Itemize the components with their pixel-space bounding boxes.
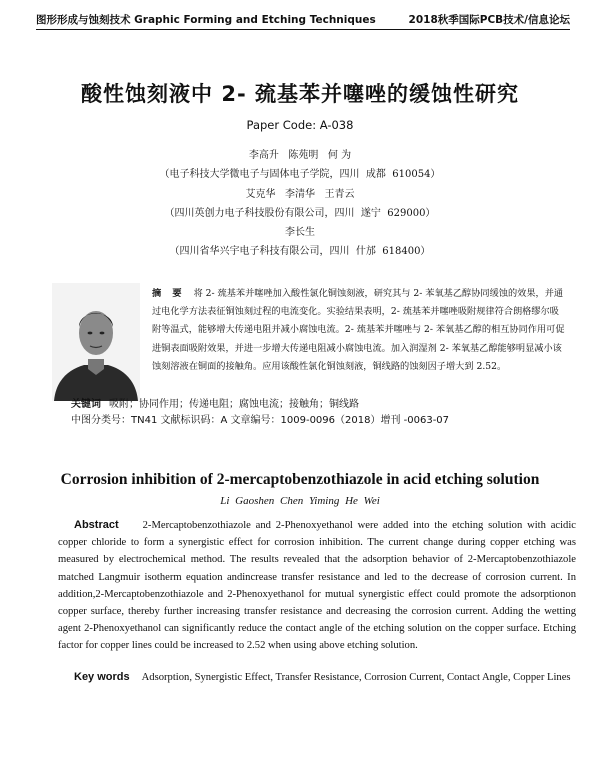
header-rule [36,29,570,30]
abstract-en [58,517,576,655]
paper-title-en: Corrosion inhibition of 2-mercaptobenzothiazole in acid etching solution [60,471,540,488]
author-names-2: 艾克华 李清华 王青云 [245,189,355,200]
running-header [36,10,570,28]
keywords-cn-label: 关键词 [71,399,101,410]
authors-en: Li Gaoshen Chen Yiming He Wei [220,495,380,507]
author-affiliation-1: （电子科技大学微电子与固体电子学院，四川 成都 610054） [159,169,441,180]
author-names-3: 李长生 [285,227,315,238]
classification-line: 中图分类号：TN41 文献标识码：A 文章编号：1009-0096（2018）增刊 -0063-07 [71,415,450,426]
abstract-en-text: 2-Mercaptobenzothiazole and 2-Phenoxyethanol were added into the etching solution with acidic copper chloride to form a synergistic effect for corrosion inhibition. The current change during copper etching was measured by electrochemical method. The results revealed that the adsorption behavior of 2-Mercaptobenzothiazole matched Langmuir isotherm equation andincrease transfer resistance and led to the decrease of corrosion current. In addition,2-Mercaptobenzothiazole and 2-Phenoxyethanol for mutual synergistic effect could promote the adsorptionon copper surface, thereby further increasing transfer resistance and decreasing the corrosion current. Adding the wetting agent 2-Phenoxyethanol can significantly reduce the contact angle of the etching solution on the copper surface. Etching factor for copper lines could be increased to 2.52 when using above etching solution. [58,520,576,652]
header-section-title: 图形形成与蚀刻技术 Graphic Forming and Etching Techniques [36,13,376,26]
author-photo [52,283,140,401]
paper-code: Paper Code: A-038 [246,118,354,132]
keywords-cn-text: 吸附；协同作用；传递电阻；腐蚀电流；接触角；铜线路 [109,399,359,410]
author-names-1: 李高升 陈苑明 何 为 [248,150,352,161]
paper-title-cn: 酸性蚀刻液中 2- 巯基苯并噻唑的缓蚀性研究 [81,82,519,106]
author-affiliation-3: （四川省华兴宇电子科技有限公司，四川 什邡 618400） [169,246,431,257]
keywords-en [58,669,576,686]
abstract-cn-label: 摘 要 [152,288,186,299]
header-forum-name: 2018秋季国际PCB技术/信息论坛 [408,13,570,26]
abstract-en-label: Abstract [74,519,119,531]
abstract-cn-text: 将 2- 巯基苯并噻唑加入酸性氯化铜蚀刻液，研究其与 2- 苯氧基乙醇协同缓蚀的效果，并通过电化学方法表征铜蚀刻过程的电流变化。实验结果表明，2- 巯基苯并噻唑吸附规律符合朗格缪尔吸附等温式，能够增大传递电阻并减小腐蚀电流。2- 巯基苯并噻唑与 2- 苯氧基乙醇的相互协同作用可促进铜表面吸附效果，并进一步增大传递电阻减小腐蚀电流。加入润湿剂 2- 苯氧基乙醇能够明显减小该蚀刻溶液在铜面的接触角。应用该酸性氯化铜蚀刻液，铜线路的蚀刻因子增大到 2.52。 [152,288,565,372]
keywords-en-label: Key words [74,671,130,683]
keywords-en-text: Adsorption, Synergistic Effect, Transfer Resistance, Corrosion Current, Contact Angle, Copper Lines [141,672,571,683]
author-affiliation-2: （四川英创力电子科技股份有限公司，四川 遂宁 629000） [164,208,436,219]
abstract-cn [152,285,568,376]
keywords-cn [71,397,581,413]
